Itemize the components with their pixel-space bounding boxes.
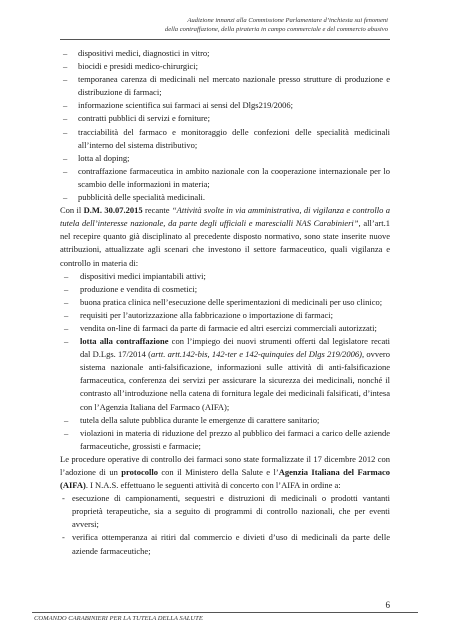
list-item-text: buona pratica clinica nell’esecuzione delle sperimentazioni di medicinali per uso clinico; (80, 296, 383, 307)
list-item-text: lotta al doping; (78, 152, 130, 163)
list-item-text: tracciabilità del farmaco e monitoraggio delle confezioni delle specialità medicinali all’interno del sistema distributivo; (78, 126, 390, 150)
list-item (60, 322, 390, 335)
dash-marker: – (64, 414, 69, 425)
list-item (60, 531, 390, 557)
protocol-paragraph (60, 453, 390, 492)
decree-title-quote: “Attività svolte in via amministrativa, di vigilanza e controllo a tutela dell’interesse nazionale, da parte degli ufficiali e marescialli NAS Carabinieri” (60, 205, 390, 229)
paragraph-text: con il Ministero della Salute e l’ (157, 467, 279, 477)
dash-marker: – (63, 74, 68, 85)
dash-marker: – (63, 61, 68, 72)
list-item-text: vendita on-line di farmaci da parte di farmacie ed altri esercizi commerciali autorizzati; (80, 322, 377, 333)
list-item-text: dispositivi medici, diagnostici in vitro; (78, 48, 210, 58)
decree-reference: D.M. 30.07.2015 (83, 205, 143, 216)
dash-marker: – (63, 126, 68, 137)
list-item-text: informazione scientifica sui farmaci ai sensi del Dlgs219/2006; (78, 100, 294, 111)
paragraph-text: Con il (60, 205, 84, 216)
contraffazione-heading: lotta alla contraffazione (80, 336, 169, 347)
list-item (60, 60, 390, 73)
list-item-text: con l’impiego dei nuovi strumenti offerti dal legislatore recati dal D.Lgs. 17/2014 ( (80, 336, 390, 360)
decree-paragraph (60, 204, 390, 269)
list-item (60, 99, 390, 112)
second-list (60, 270, 390, 453)
document-body (60, 47, 390, 558)
dash-marker: – (63, 165, 68, 176)
list-item (60, 427, 390, 453)
first-list (60, 47, 390, 204)
list-item (60, 126, 390, 152)
dash-marker: – (63, 48, 68, 58)
dash-marker: – (64, 270, 69, 281)
list-item-text: ovvero sistema nazionale anti-falsificazione, informazioni sulle attività di anti-falsificazione farmaceutica, conferenza dei servizi per assicurare la sicurezza dei medicinali, nonché il contrasto all’introduzione nella catena di fornitura legale dei medicinali falsificati, d’intesa con l’Agenzia Italiana del Farmaco (AIFA); (80, 349, 390, 412)
third-list (60, 492, 390, 557)
list-item (60, 112, 390, 125)
running-footer: COMANDO CARABINIERI PER LA TUTELA DELLA SALUTE (34, 615, 203, 622)
list-item-text: violazioni in materia di riduzione del prezzo al pubblico dei farmaci a carico delle aziende farmaceutiche, grossisti e farmacie; (80, 427, 390, 451)
list-item-text: esecuzione di campionamenti, sequestri e distruzioni di medicinali o prodotti vantanti proprietà terapeutiche, sia a seguito di programmi di controllo nazionali, che per eventi avversi; (72, 493, 390, 530)
paragraph-text: , all’art.1 nel recepire quanto già disciplinato al precedente disposto normativo, sono state inserite nuove attribuzioni, attualizzate agli scenari che investono il settore farmaceutico, quali vigilanza e controllo in materia di: (60, 218, 391, 268)
bullet-marker: - (62, 532, 65, 543)
header-line-2: della contraffazione, della pirateria in campo commerciale e del commercio abusivo (164, 26, 388, 33)
dash-marker: – (64, 309, 69, 320)
list-item (60, 47, 390, 60)
list-item (60, 270, 390, 283)
list-item-text: requisiti per l’autorizzazione alla fabbricazione o importazione di farmaci; (80, 309, 333, 320)
list-item-text: pubblicità delle specialità medicinali. (78, 192, 205, 203)
list-item (60, 309, 390, 322)
list-item-text: contratti pubblici di servizi e forniture; (78, 113, 210, 124)
list-item (60, 165, 390, 191)
dash-marker: – (63, 152, 68, 163)
dash-marker: – (64, 427, 69, 438)
list-item (60, 152, 390, 165)
list-item-contraffazione (60, 335, 390, 414)
list-item (60, 191, 390, 204)
law-articles-reference: artt. artt.142-bis, 142-ter e 142-quinquies del Dlgs 219/2006), (150, 349, 365, 360)
list-item (60, 283, 390, 296)
page-number: 6 (385, 600, 390, 610)
protocol-keyword: protocollo (121, 467, 158, 477)
paragraph-text: . I N.A.S. effettuano le seguenti attività di concerto con l’AIFA in ordine a: (85, 480, 341, 491)
header-rule (60, 39, 390, 40)
list-item-text: tutela della salute pubblica durante le emergenze di carattere sanitario; (80, 414, 320, 425)
list-item (60, 73, 390, 99)
paragraph-text: Le procedure operative di controllo dei farmaci sono state formalizzate il 17 dicembre 2012 con l’adozione di un (60, 453, 390, 477)
aifa-name: Agenzia Italiana del Farmaco (AIFA) (60, 467, 391, 491)
dash-marker: – (64, 283, 69, 294)
header-line-1: Audizione innanzi alla Commissione Parlamentare d’inchiesta sui fenomeni (187, 17, 388, 24)
list-item-text: contraffazione farmaceutica in ambito nazionale con la cooperazione internazionale per lo scambio delle informazioni in materia; (78, 165, 390, 189)
list-item (60, 492, 390, 531)
dash-marker: – (63, 192, 68, 203)
list-item-text: dispositivi medici impiantabili attivi; (80, 270, 206, 281)
paragraph-text: recante (142, 205, 172, 216)
list-item-text: produzione e vendita di cosmetici; (80, 283, 198, 294)
list-item (60, 414, 390, 427)
running-header (58, 16, 388, 34)
list-item-text: verifica ottemperanza ai ritiri dal commercio e divieti d’uso di medicinali da parte delle aziende farmaceutiche; (72, 532, 390, 556)
dash-marker: – (63, 113, 68, 124)
dash-marker: – (63, 100, 68, 111)
list-item-text: biocidi e presidi medico-chirurgici; (78, 61, 198, 72)
dash-marker: – (64, 336, 69, 347)
list-item (60, 296, 390, 309)
footer-rule (32, 612, 418, 613)
dash-marker: – (64, 322, 69, 333)
bullet-marker: - (62, 493, 65, 504)
list-item-text: temporanea carenza di medicinali nel mercato nazionale presso strutture di produzione e distribuzione di farmaci; (78, 74, 390, 98)
dash-marker: – (64, 296, 69, 307)
